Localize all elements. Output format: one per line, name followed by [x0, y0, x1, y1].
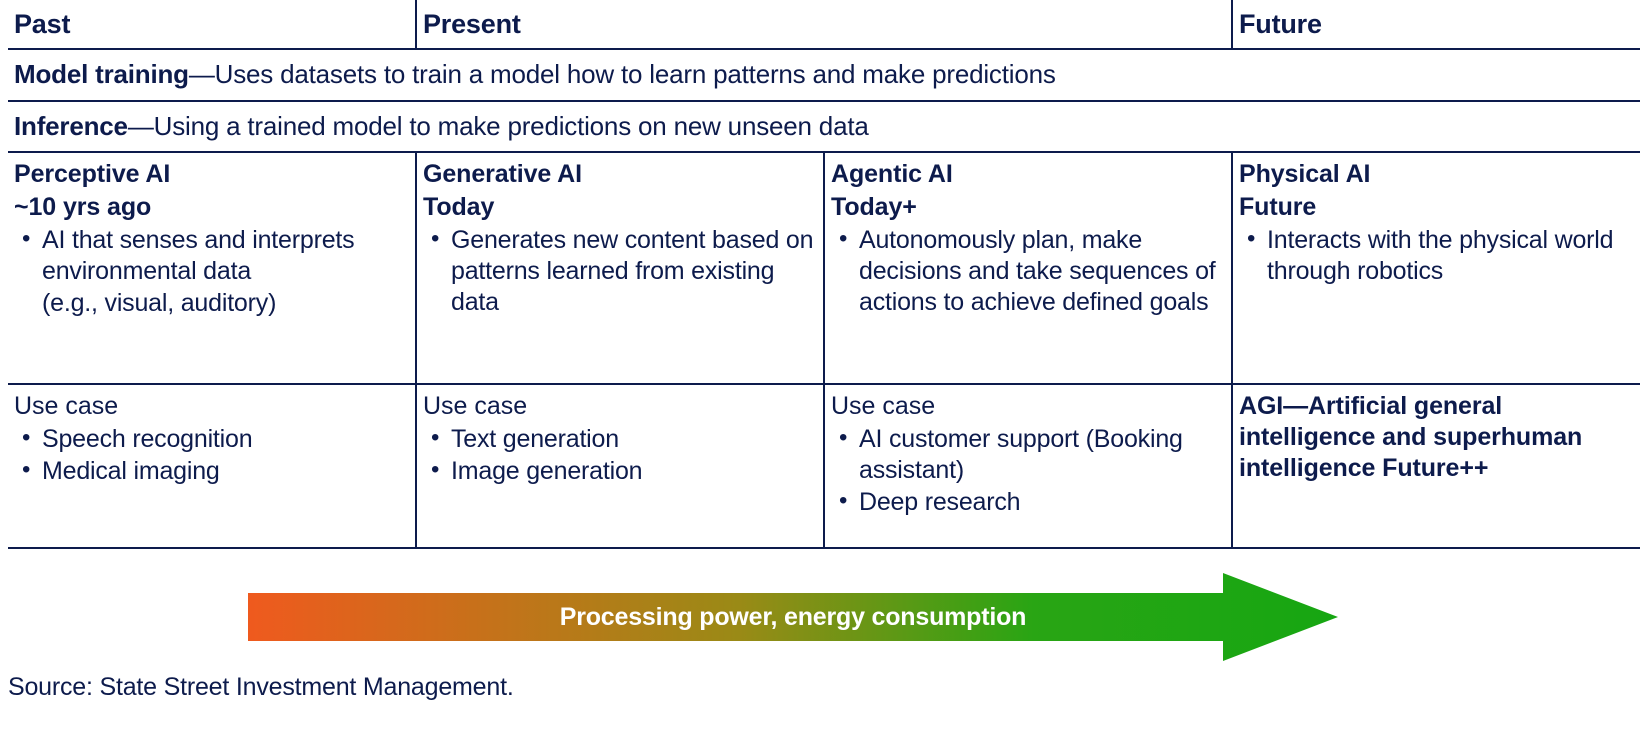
definition-note-perceptive: (e.g., visual, auditory)	[42, 289, 277, 318]
band-text-inference	[14, 112, 1632, 142]
usecase-label-agentic: Use case	[831, 392, 936, 421]
list-item: • AI that senses and interprets environmental data	[42, 225, 407, 287]
definition-title-generative: Generative AI	[423, 160, 582, 189]
usecase-list-agentic	[831, 424, 1223, 518]
list-item: • Image generation	[451, 456, 815, 487]
list-item: • Deep research	[859, 487, 1223, 518]
usecase-label-perceptive: Use case	[14, 392, 119, 421]
usecase-cell-perceptive	[8, 384, 416, 548]
definition-row	[8, 152, 1640, 384]
band-desc-inference: —Using a trained model to make predictions on new unseen data	[127, 110, 869, 141]
band-cell-model-training	[8, 49, 1640, 101]
band-row-inference	[8, 101, 1640, 153]
list-item: • AI customer support (Booking assistant)	[859, 424, 1223, 486]
usecase-row	[8, 384, 1640, 548]
usecase-label-generative: Use case	[423, 392, 528, 421]
band-term-model-training: Model training	[14, 58, 189, 89]
usecase-list-perceptive	[14, 424, 407, 487]
usecase-cell-agentic	[824, 384, 1232, 548]
definition-title-agentic: Agentic AI	[831, 160, 953, 189]
header-label-past: Past	[14, 9, 71, 39]
agi-text: AGI—Artificial general intelligence and superhuman intelligence Future++	[1239, 392, 1583, 483]
header-label-future: Future	[1239, 9, 1322, 39]
definition-bullets-generative	[423, 225, 815, 318]
list-item: • Medical imaging	[42, 456, 407, 487]
list-item: • Autonomously plan, make decisions and take sequences of actions to achieve defined goals	[859, 225, 1223, 318]
usecase-list-generative	[423, 424, 815, 487]
definition-subtitle-perceptive: ~10 yrs ago	[14, 193, 152, 222]
header-cell-present	[416, 0, 1232, 49]
header-label-present: Present	[423, 9, 521, 39]
processing-power-arrow	[8, 573, 1640, 661]
definition-cell-generative	[416, 152, 824, 384]
list-item: • Text generation	[451, 424, 815, 455]
band-row-model-training	[8, 49, 1640, 101]
definition-subtitle-physical: Future	[1239, 193, 1317, 222]
band-cell-inference	[8, 101, 1640, 153]
definition-subtitle-agentic: Today+	[831, 193, 917, 222]
header-cell-past	[8, 0, 416, 49]
arrow-shape-icon	[248, 573, 1348, 661]
definition-cell-physical	[1232, 152, 1640, 384]
definition-subtitle-generative: Today	[423, 193, 495, 222]
usecase-cell-physical	[1232, 384, 1640, 548]
definition-bullets-physical	[1239, 225, 1632, 287]
definition-bullets-perceptive	[14, 225, 407, 287]
list-item: • Interacts with the physical world through robotics	[1267, 225, 1632, 287]
band-desc-model-training: —Uses datasets to train a model how to learn patterns and make predictions	[188, 58, 1056, 89]
definition-bullets-agentic	[831, 225, 1223, 318]
band-term-inference: Inference	[14, 110, 128, 141]
usecase-cell-generative	[416, 384, 824, 548]
definition-cell-agentic	[824, 152, 1232, 384]
ai-evolution-table	[8, 0, 1640, 549]
list-item: • Generates new content based on patterns learned from existing data	[451, 225, 815, 318]
arrow-label: Processing power, energy consumption	[559, 602, 1027, 631]
definition-title-physical: Physical AI	[1239, 160, 1371, 189]
definition-title-perceptive: Perceptive AI	[14, 160, 171, 189]
band-text-model-training	[14, 60, 1632, 90]
source-note: Source: State Street Investment Management.	[8, 673, 514, 702]
header-cell-future	[1232, 0, 1640, 49]
list-item: • Speech recognition	[42, 424, 407, 455]
definition-cell-perceptive	[8, 152, 416, 384]
table-header-row	[8, 0, 1640, 49]
